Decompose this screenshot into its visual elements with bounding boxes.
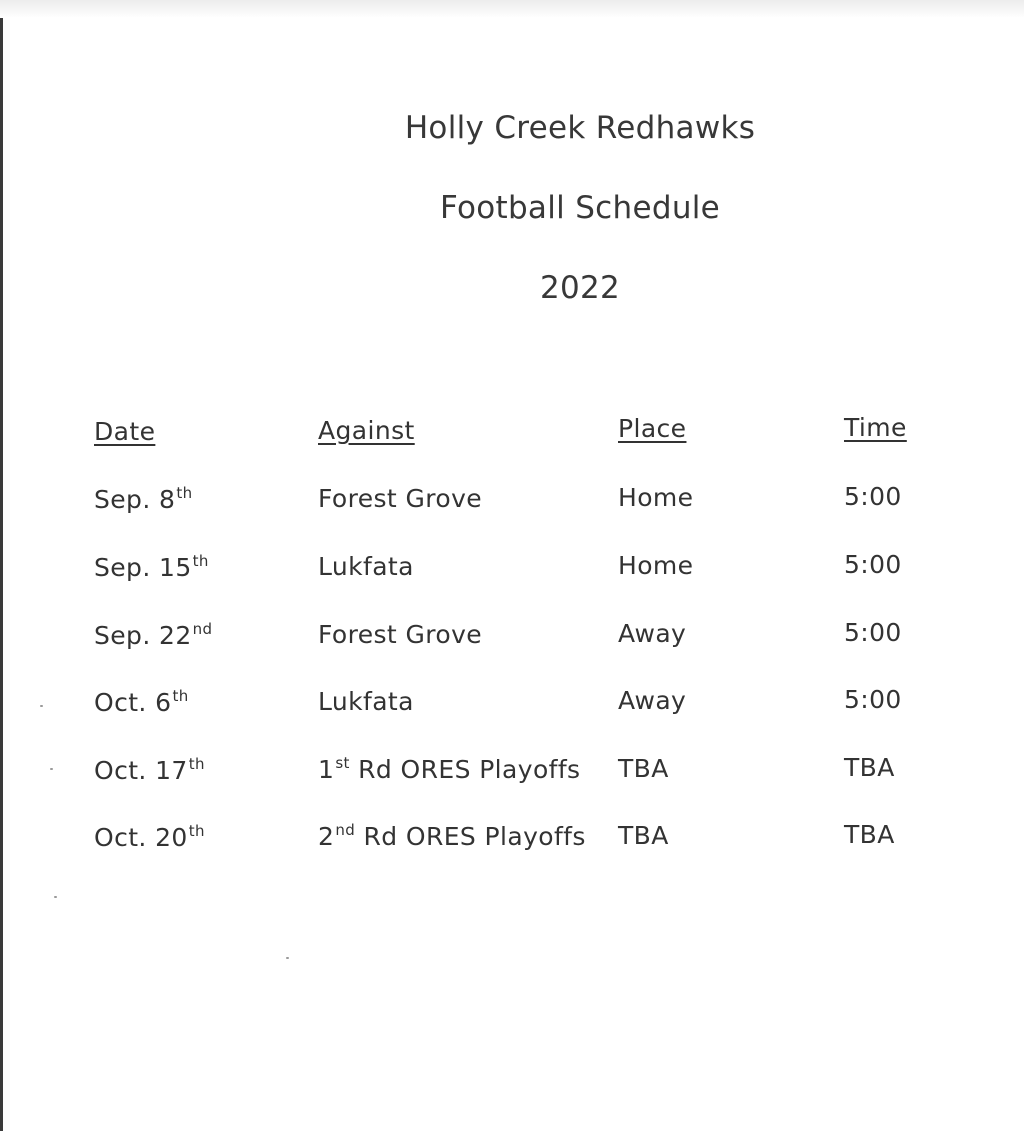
column-header-time: Time bbox=[844, 413, 907, 442]
team-title: Holly Creek Redhawks bbox=[404, 110, 756, 146]
row-1-time: 5:00 bbox=[844, 482, 902, 511]
scan-speck bbox=[40, 705, 43, 707]
scan-speck bbox=[50, 768, 53, 770]
row-6-place: TBA bbox=[618, 821, 669, 850]
row-2-against: Lukfata bbox=[318, 552, 414, 581]
row-2-date: Sep. 15th bbox=[94, 552, 209, 582]
column-header-place: Place bbox=[618, 414, 687, 443]
schedule-title: Football Schedule bbox=[439, 190, 721, 226]
row-2-time: 5:00 bbox=[844, 550, 902, 579]
page-edge-left bbox=[0, 0, 3, 1131]
schedule-year: 2022 bbox=[539, 270, 621, 306]
row-3-place: Away bbox=[618, 619, 687, 648]
scan-speck bbox=[54, 896, 57, 898]
row-6-date: Oct. 20th bbox=[94, 822, 205, 852]
row-5-place: TBA bbox=[618, 754, 669, 783]
column-header-date: Date bbox=[94, 417, 156, 446]
row-3-date: Sep. 22nd bbox=[94, 620, 213, 650]
row-3-against: Forest Grove bbox=[318, 620, 483, 649]
row-2-place: Home bbox=[618, 551, 694, 580]
row-1-against: Forest Grove bbox=[318, 484, 483, 513]
row-5-against: 1st Rd ORES Playoffs bbox=[318, 754, 581, 784]
row-5-time: TBA bbox=[844, 753, 895, 782]
page-edge-top bbox=[0, 0, 1024, 18]
row-1-date: Sep. 8th bbox=[94, 484, 193, 514]
row-5-date: Oct. 17th bbox=[94, 755, 205, 785]
row-3-time: 5:00 bbox=[844, 618, 902, 647]
column-header-against: Against bbox=[318, 416, 415, 445]
row-4-place: Away bbox=[618, 686, 687, 715]
row-4-time: 5:00 bbox=[844, 685, 902, 714]
row-6-time: TBA bbox=[844, 820, 895, 849]
row-6-against: 2nd Rd ORES Playoffs bbox=[318, 821, 586, 851]
scan-speck bbox=[286, 957, 289, 959]
row-4-against: Lukfata bbox=[318, 687, 414, 716]
row-4-date: Oct. 6th bbox=[94, 687, 189, 717]
row-1-place: Home bbox=[618, 483, 694, 512]
